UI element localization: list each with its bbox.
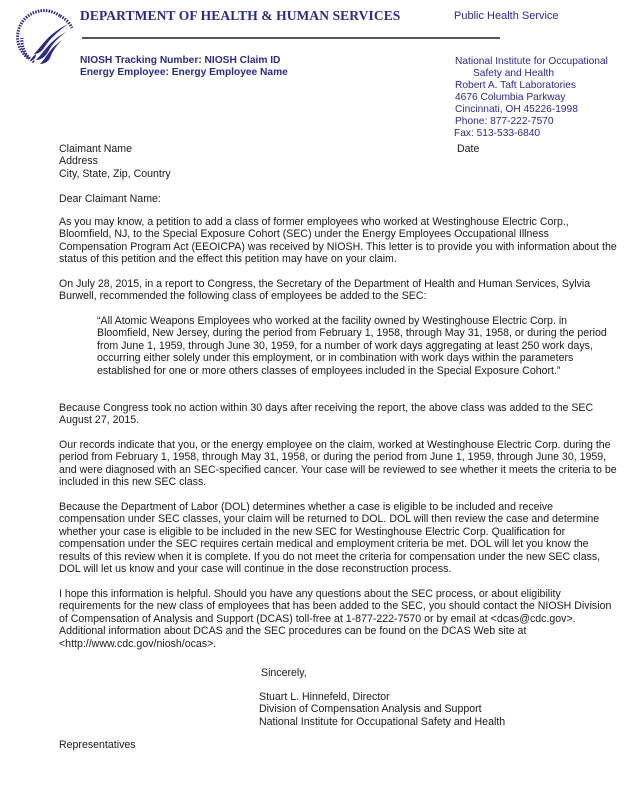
paragraph-added: Because Congress took no action within 30 days after receiving the report, the above class was added to the SEC August 27, 2015.: [59, 402, 594, 427]
header-divider: [82, 37, 500, 39]
recipient-city: City, State, Zip, Country: [59, 167, 171, 180]
energy-employee: Energy Employee: Energy Employee Name: [80, 67, 288, 78]
signer-name: Stuart L. Hinnefeld, Director: [259, 691, 390, 703]
tracking-number: NIOSH Tracking Number: NIOSH Claim ID: [80, 55, 281, 66]
department-title: DEPARTMENT OF HEALTH & HUMAN SERVICES: [80, 8, 401, 23]
address-line-5: Cincinnati, OH 45226-1998: [455, 104, 578, 115]
fax: Fax: 513-533-6840: [454, 128, 541, 139]
address-line-4: 4676 Columbia Parkway: [455, 92, 566, 103]
paragraph-contact: I hope this information is helpful. Should you have any questions about the SEC process, or about eligibility requirements for the new class of employees that has been added to the SEC, you should contact the NIOSH Division of Compensation of Analysis and Support (DCAS) toll-free at 1-877-222-7570 or by email at <dcas@cdc.gov>. Additional information about DCAS and the SEC procedures can be found on the DCAS Web site at <http://www.cdc.gov/niosh/ocas>.: [59, 588, 612, 650]
paragraph-records: Our records indicate that you, or the energy employee on the claim, worked at Westinghouse Electric Corp. during the period from February 1, 1958, through May 31, 1958, or during the period from June 1, 1959, through June 30, 1959, and were diagnosed with an SEC-specified cancer. Your case will be reviewed to see whether it meets the criteria to be included in this new SEC class.: [59, 439, 617, 489]
letter-date: Date: [457, 143, 480, 155]
sender-address: [455, 56, 608, 140]
hhs-eagle-seal-icon: [14, 8, 78, 72]
valediction: Sincerely,: [261, 667, 307, 679]
address-line-3: Robert A. Taft Laboratories: [455, 80, 576, 91]
signer-division: Division of Compensation Analysis and Support: [259, 703, 482, 716]
paragraph-dol: Because the Department of Labor (DOL) determines whether a case is eligible to be included and receive compensation under SEC classes, your claim will be returned to DOL. DOL will then review the case and determine whether your case is eligible to be included in the new SEC for Westinghouse Electric Corp. Qualification for compensation under the SEC requires certain medical and employment criteria be met. DOL will let you know the results of this review when it is complete. If you do not meet the criteria for compensation under the new SEC class, DOL will let us know and your case will continue in the dose reconstruction process.: [59, 501, 601, 576]
recipient-block: [59, 143, 171, 180]
agency-name: Public Health Service: [454, 10, 559, 22]
class-definition-quote: “All Atomic Weapons Employees who worked at the facility owned by Westinghouse Electric Corp. in Bloomfield, New Jersey, during the period from February 1, 1958, through May 31, 1958, or during the period from June 1, 1959, through June 30, 1959, for a number of work days aggregating at least 250 work days, occurring either solely under this employment, or in combination with work days within the parameters established for one or more others classes of employees included in the Special Exposure Cohort.”: [97, 315, 607, 377]
address-line-2: Safety and Health: [473, 68, 554, 79]
salutation: Dear Claimant Name:: [59, 193, 161, 205]
cc-representatives: Representatives: [59, 739, 136, 751]
claim-reference: [80, 55, 288, 79]
recipient-address: Address: [59, 155, 98, 168]
phone: Phone: 877-222-7570: [455, 116, 554, 127]
paragraph-report: On July 28, 2015, in a report to Congress, the Secretary of the Department of Health and Human Services, Sylvia Burwell, recommended the following class of employees be added to the SEC:: [59, 278, 591, 303]
signer-institute: National Institute for Occupational Safety and Health: [259, 715, 506, 728]
signature-block: [259, 691, 505, 728]
paragraph-intro: As you may know, a petition to add a class of former employees who worked at Westinghouse Electric Corp., Bloomfield, NJ, to the Special Exposure Cohort (SEC) under the Energy Employees Occupational Illness Compensation Program Act (EEOICPA) was received by NIOSH. This letter is to provide you with information about the status of this petition and the effect this petition may have on your claim.: [59, 216, 617, 266]
address-line-1: National Institute for Occupational: [455, 56, 608, 67]
recipient-name: Claimant Name: [59, 143, 133, 155]
